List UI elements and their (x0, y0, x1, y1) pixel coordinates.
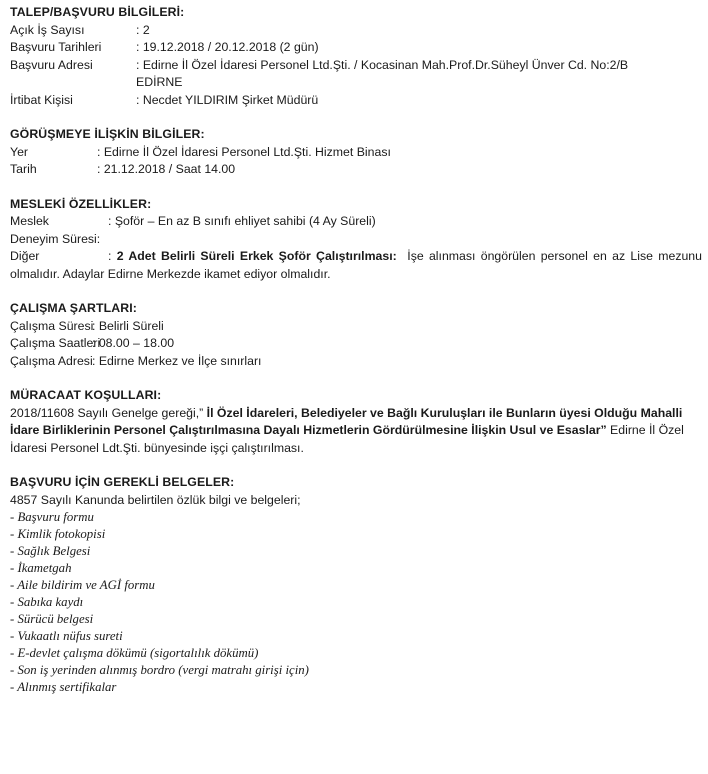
info-row (10, 231, 702, 249)
row-label: Diğer (10, 249, 40, 263)
row-value: : Edirne Merkez ve İlçe sınırları (92, 353, 262, 368)
row-label: Açık İş Sayısı (10, 22, 85, 37)
list-item: - Sağlık Belgesi (10, 544, 91, 558)
row-value: : Belirli Süreli (92, 318, 164, 333)
row-value: : Necdet YILDIRIM Şirket Müdürü (136, 92, 319, 107)
section-heading: GÖRÜŞMEYE İLİŞKİN BİLGİLER: (10, 127, 205, 141)
section-heading: MESLEKİ ÖZELLİKLER: (10, 196, 152, 211)
muracaat-suffix: Edirne İl Özel İdaresi Personel Ldt.Şti. bünyesinde işçi çalıştırılması. (10, 423, 684, 455)
section-heading: BAŞVURU İÇİN GEREKLİ BELGELER: (10, 475, 235, 489)
row-value: : 2 (136, 22, 150, 37)
info-row (10, 144, 702, 162)
diger-prefix: : (108, 249, 117, 263)
info-row (10, 353, 702, 371)
row-label: İrtibat Kişisi (10, 92, 73, 107)
row-label: Çalışma Süresi (10, 318, 94, 333)
diger-paragraph (10, 248, 702, 283)
info-row (10, 92, 702, 110)
list-item: - Aile bildirim ve AGİ formu (10, 578, 155, 592)
muracaat-prefix: 2018/11608 Sayılı Genelge gereği,” (10, 405, 207, 420)
section-belgeler (10, 474, 702, 696)
section-talep (10, 4, 702, 109)
row-value: : Edirne İl Özel İdaresi Personel Ltd.Şti. / Kocasinan Mah.Prof.Dr.Süheyl Ünver Cd. No:2/B EDİRNE (136, 57, 629, 89)
document-list (10, 509, 702, 696)
section-gorusme (10, 126, 702, 179)
row-label: Çalışma Adresi (10, 353, 93, 368)
list-item: - E-devlet çalışma dökümü (sigortalılık dökümü) (10, 646, 259, 660)
list-item: - Alınmış sertifikalar (10, 680, 117, 694)
list-item: - Son iş yerinden alınmış bordro (vergi matrahı girişi için) (10, 663, 309, 677)
row-label: Çalışma Saatleri (10, 336, 101, 350)
info-row (10, 318, 702, 336)
info-row (10, 57, 702, 92)
row-label: Yer (10, 144, 29, 159)
row-value: : 19.12.2018 / 20.12.2018 (2 gün) (136, 40, 319, 54)
list-item: - Vukaatlı nüfus sureti (10, 629, 123, 643)
list-item: - Sürücü belgesi (10, 612, 94, 626)
row-label: Deneyim Süresi: (10, 231, 101, 246)
row-value: : Şoför – En az B sınıfı ehliyet sahibi (4 Ay Süreli) (108, 214, 376, 228)
info-row (10, 161, 702, 179)
list-item: - Başvuru formu (10, 510, 94, 524)
info-row (10, 335, 702, 353)
row-label: Başvuru Tarihleri (10, 40, 102, 54)
row-value: : 21.12.2018 / Saat 14.00 (97, 162, 236, 176)
section-mesleki (10, 196, 702, 284)
row-value: : Edirne İl Özel İdaresi Personel Ltd.Şti. Hizmet Binası (97, 144, 391, 159)
row-label: Meslek (10, 214, 49, 228)
section-muracaat (10, 387, 702, 457)
list-item: - Kimlik fotokopisi (10, 527, 106, 541)
muracaat-paragraph (10, 405, 702, 458)
belgeler-intro: 4857 Sayılı Kanunda belirtilen özlük bilgi ve belgeleri; (10, 492, 301, 507)
diger-bold: 2 Adet Belirli Süreli Erkek Şoför Çalıştırılması: (116, 249, 397, 263)
row-label: Başvuru Adresi (10, 57, 93, 72)
diger-text: İşe alınması öngörülen personel en az Lise mezunu olmalıdır. Adaylar Edirne Merkezde ikamet ediyor olmalıdır. (10, 249, 702, 281)
info-row (10, 39, 702, 57)
info-row (10, 213, 702, 231)
row-label: Tarih (10, 162, 37, 176)
section-calisma (10, 300, 702, 370)
muracaat-bold: İl Özel İdareleri, Belediyeler ve Bağlı Kuruluşları ile Bunların üyesi Olduğu Mahalli İdare Birliklerinin Personel Çalıştırılmasına Dayalı Hizmetlerin Gördürülmesine İlişkin Usul ve Esaslar” (10, 405, 683, 437)
section-heading: TALEP/BAŞVURU BİLGİLERİ: (10, 5, 185, 19)
document (10, 4, 702, 713)
section-heading: MÜRACAAT KOŞULLARI: (10, 388, 162, 402)
list-item: - İkametgah (10, 561, 72, 575)
section-heading: ÇALIŞMA ŞARTLARI: (10, 301, 137, 315)
list-item: - Sabıka kaydı (10, 595, 84, 609)
row-value: : 08.00 – 18.00 (92, 336, 175, 350)
info-row (10, 22, 702, 40)
